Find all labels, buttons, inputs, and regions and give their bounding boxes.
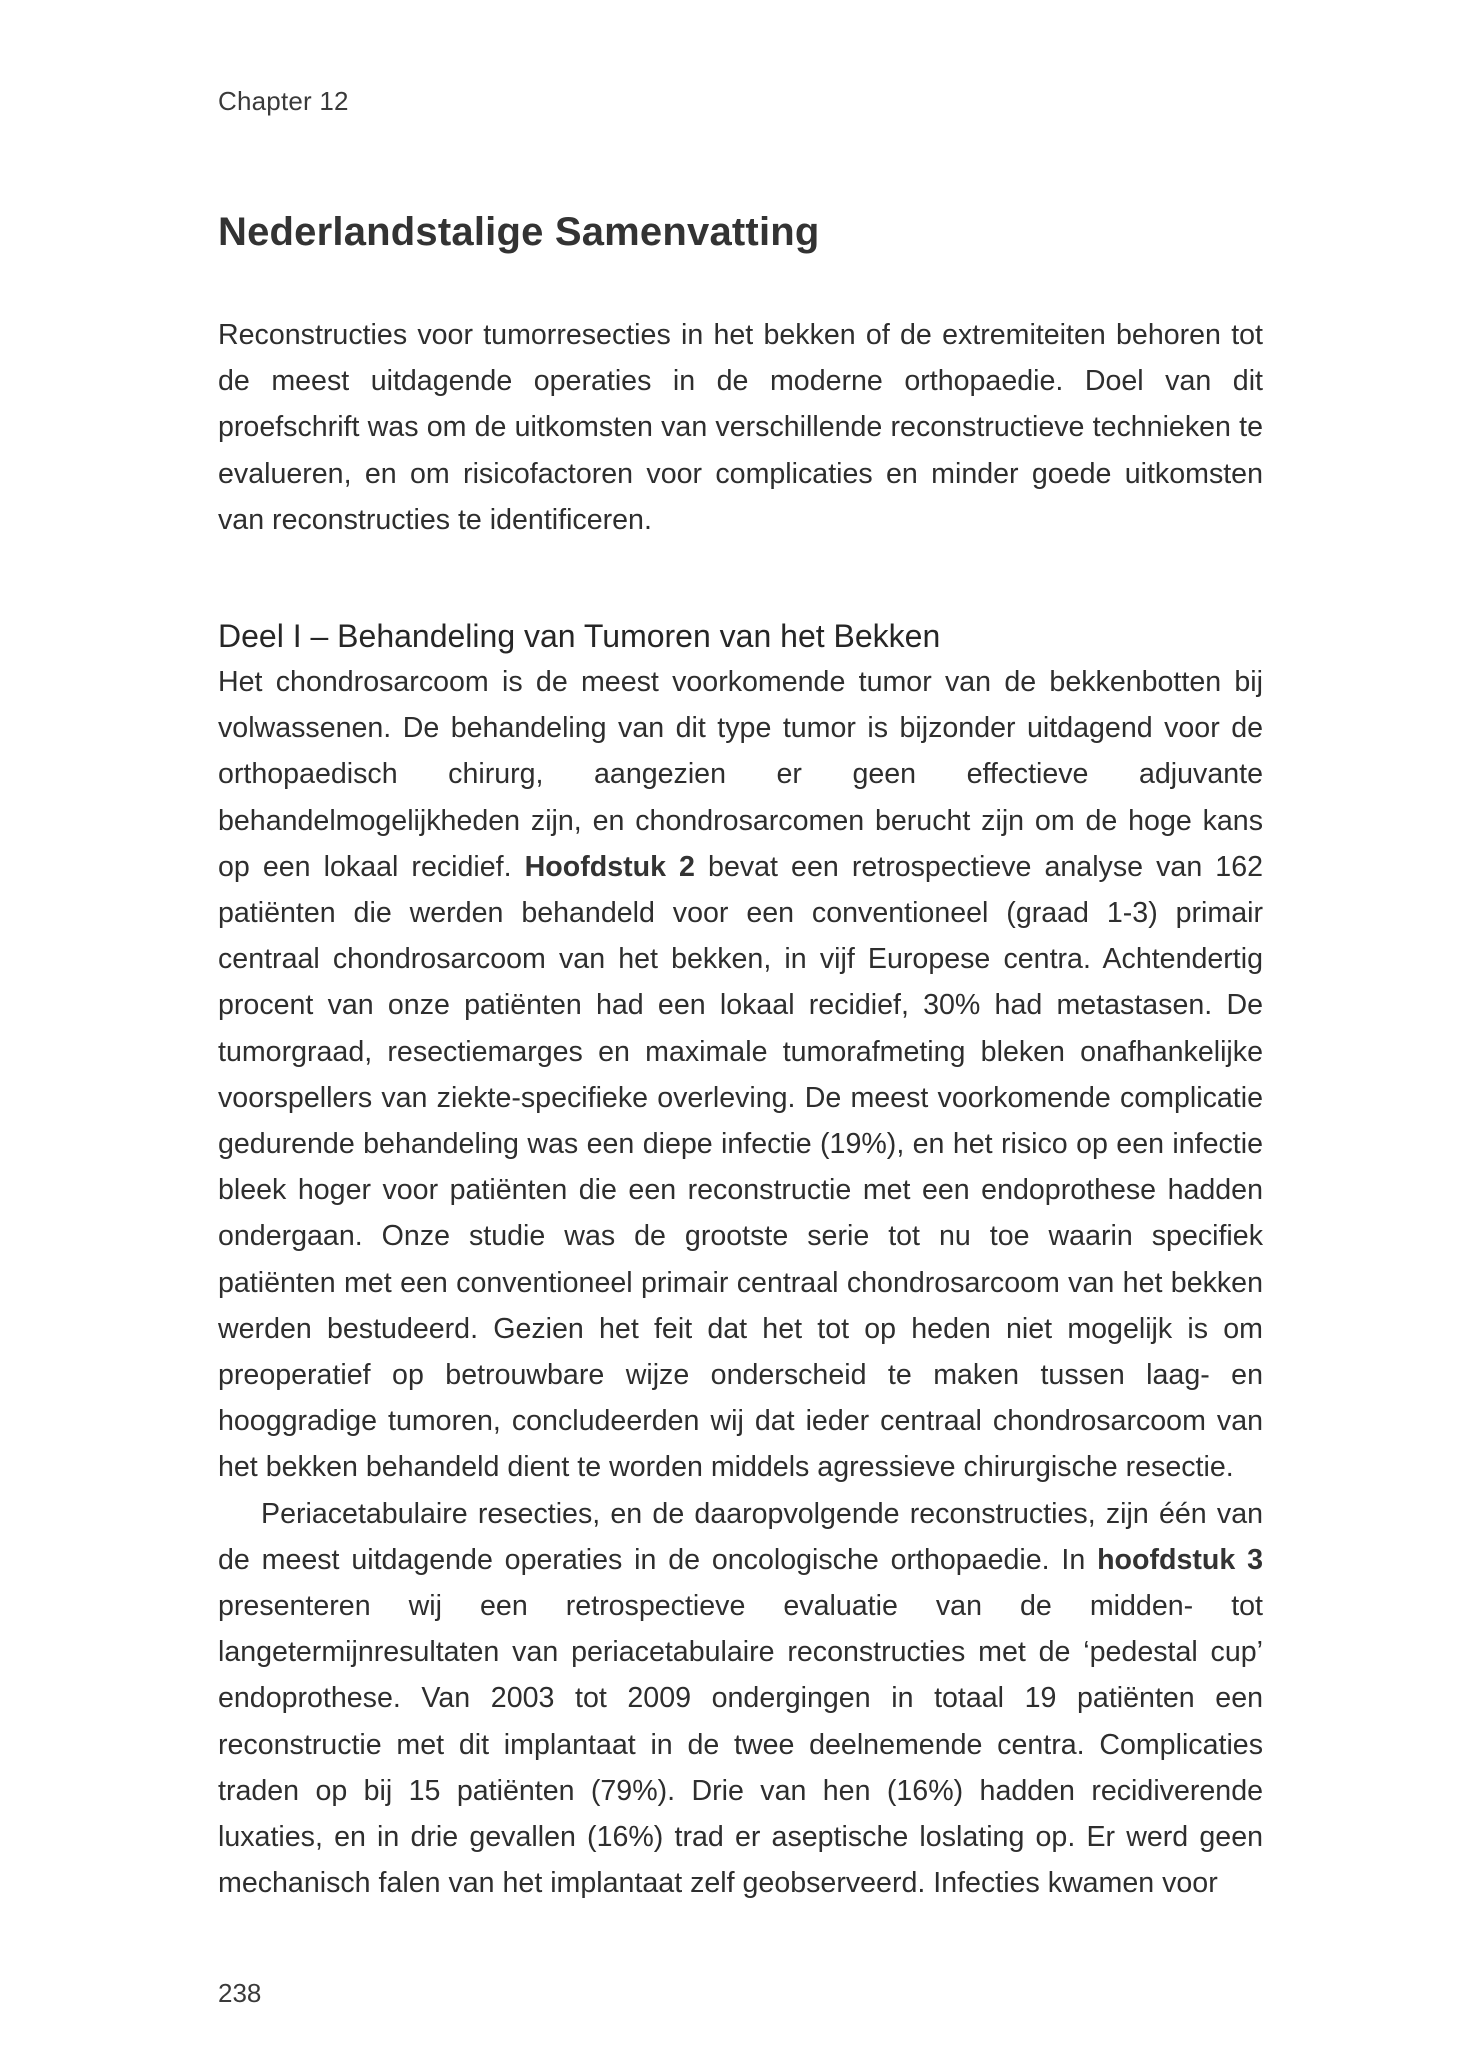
- paragraph-2-text-start: Periacetabulaire resecties, en de daaropvolgende reconstructies, zijn één van de meest uitdagende operaties in de oncologische orthopaedie. In: [218, 1497, 1263, 1576]
- paragraph-1-text-end: bevat een retrospectieve analyse van 162 patiënten die werden behandeld voor een conventioneel (graad 1-3) primair centraal chondrosarcoom van het bekken, in vijf Europese centra. Achtendertig procent van onze patiënten had een lokaal recidief, 30% had metastasen. De tumorgraad, resectiemarges en maximale tumorafmeting bleken onafhankelijke voorspellers van ziekte-specifieke overleving. De meest voorkomende complicatie gedurende behandeling was een diepe infectie (19%), en het risico op een infectie bleek hoger voor patiënten die een reconstructie met een endoprothese hadden ondergaan. Onze studie was de grootste serie tot nu toe waarin specifiek patiënten met een conventioneel primair centraal chondrosarcoom van het bekken werden bestudeerd. Gezien het feit dat het tot op heden niet mogelijk is om preoperatief op betrouwbare wijze onderscheid te maken tussen laag- en hooggradige tumoren, concludeerden wij dat ieder centraal chondrosarcoom van het bekken behandeld dient te worden middels agressieve chirurgische resectie.: [218, 850, 1263, 1484]
- paragraph-2-text-end: presenteren wij een retrospectieve evaluatie van de midden- tot langetermijnresultaten van periacetabulaire reconstructies met de ‘pedestal cup’ endoprothese. Van 2003 tot 2009 ondergingen in totaal 19 patiënten een reconstructie met dit implantaat in de twee deelnemende centra. Complicaties traden op bij 15 patiënten (79%). Drie van hen (16%) hadden recidiverende luxaties, en in drie gevallen (16%) trad er aseptische loslating op. Er werd geen mechanisch falen van het implantaat zelf geobserveerd. Infecties kwamen voor: [218, 1590, 1263, 1900]
- paragraph-1-text-start: Het chondrosarcoom is de meest voorkomende tumor van de bekkenbotten bij volwassenen. De behandeling van dit type tumor is bijzonder uitdagend voor de orthopaedisch chirurg, aangezien er geen effectieve adjuvante behandelmogelijkheden zijn, en chondrosarcomen berucht zijn om de hoge kans op een lokaal recidief.: [218, 666, 1263, 883]
- intro-paragraph: Reconstructies voor tumorresecties in het bekken of de extremiteiten behoren tot de meest uitdagende operaties in de moderne orthopaedie. Doel van dit proefschrift was om de uitkomsten van verschillende reconstructieve technieken te evalueren, en om risicofactoren voor complicaties en minder goede uitkomsten van reconstructies te identificeren.: [218, 319, 1263, 536]
- chapter-reference-2: Hoofdstuk 2: [524, 850, 695, 883]
- body-paragraph-2: [218, 1491, 1263, 1907]
- running-header: Chapter 12: [218, 86, 349, 116]
- page-number: 238: [218, 1978, 262, 2008]
- body-content: [218, 312, 1263, 1907]
- body-paragraph-1: [218, 659, 1263, 1491]
- chapter-reference-3: hoofdstuk 3: [1097, 1543, 1263, 1576]
- chapter-title: Nederlandstalige Samenvatting: [218, 210, 820, 254]
- section-heading: Deel I – Behandeling van Tumoren van het Bekken: [218, 618, 941, 655]
